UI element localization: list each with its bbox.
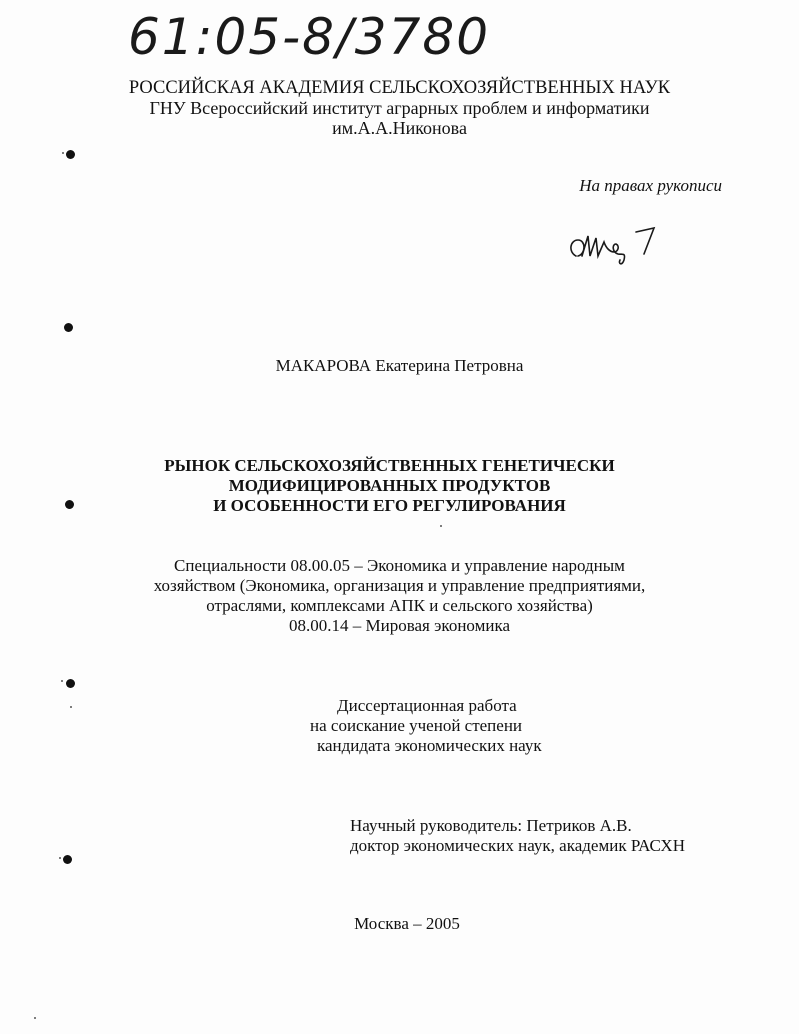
institute-name: ГНУ Всероссийский институт аграрных проблем и информатики: [149, 98, 650, 118]
city-year: Москва – 2005: [354, 914, 460, 933]
binding-punch-mark: [66, 679, 75, 688]
title-line: МОДИФИЦИРОВАННЫХ ПРОДУКТОВ: [228, 476, 551, 495]
author-name: МАКАРОВА Екатерина Петровна: [275, 356, 524, 375]
specialty-line: 08.00.14 – Мировая экономика: [289, 616, 510, 635]
binding-punch-mark: [66, 150, 75, 159]
specialty-block: [0, 556, 799, 636]
binding-punch-mark: [65, 500, 74, 509]
binding-punch-mark: [63, 855, 72, 864]
scan-speck: [61, 680, 63, 682]
dissertation-type-line: кандидата экономических наук: [317, 736, 542, 755]
dissertation-title: [0, 456, 779, 516]
advisor-line: доктор экономических наук, академик РАСХН: [350, 836, 685, 855]
scan-speck: [440, 525, 442, 527]
specialty-line: отраслями, комплексами АПК и сельского хозяйства): [206, 596, 593, 615]
dissertation-type-line: на соискание ученой степени: [310, 716, 523, 735]
scan-speck: [34, 1017, 36, 1019]
specialty-line: Специальности 08.00.05 – Экономика и управление народным: [174, 556, 625, 575]
dissertation-type-block: [310, 696, 570, 756]
advisor-block: [350, 816, 750, 856]
institute-honorific: им.А.А.Никонова: [332, 118, 467, 138]
handwritten-signature: [566, 222, 662, 270]
specialty-line: хозяйством (Экономика, организация и управление предприятиями,: [153, 576, 646, 595]
handwritten-archive-number-text: 61:05-8/3780: [128, 8, 491, 66]
handwritten-archive-number: [124, 4, 504, 66]
binding-punch-mark: [64, 323, 73, 332]
scan-speck: [70, 706, 72, 708]
title-line: И ОСОБЕННОСТИ ЕГО РЕГУЛИРОВАНИЯ: [213, 496, 566, 515]
scan-speck: [59, 857, 61, 859]
advisor-line: Научный руководитель: Петриков А.В.: [350, 816, 632, 835]
scan-speck: [62, 152, 64, 154]
dissertation-type-line: Диссертационная работа: [337, 696, 517, 715]
rights-note: На правах рукописи: [579, 176, 722, 195]
academy-name: РОССИЙСКАЯ АКАДЕМИЯ СЕЛЬСКОХОЗЯЙСТВЕННЫХ НАУК: [128, 78, 671, 98]
title-line: РЫНОК СЕЛЬСКОХОЗЯЙСТВЕННЫХ ГЕНЕТИЧЕСКИ: [164, 456, 615, 475]
